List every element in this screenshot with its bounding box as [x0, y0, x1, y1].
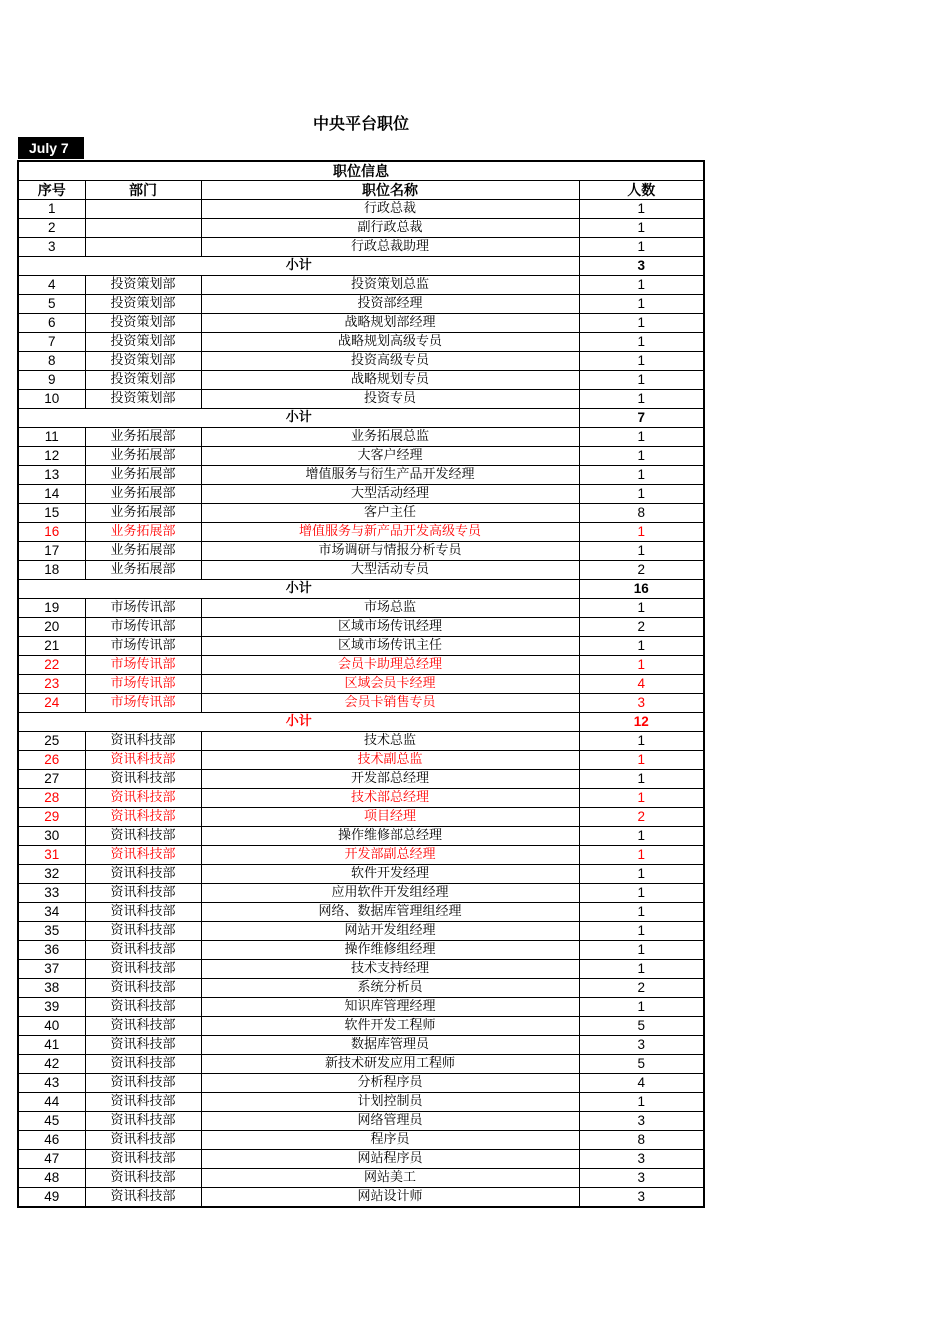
subtotal-label: 小计 — [18, 257, 579, 276]
row-number: 21 — [18, 637, 85, 656]
row-department: 业务拓展部 — [85, 447, 201, 466]
row-position-title: 技术总监 — [201, 732, 579, 751]
row-department: 资讯科技部 — [85, 941, 201, 960]
row-position-title: 网站开发组经理 — [201, 922, 579, 941]
row-number: 9 — [18, 371, 85, 390]
row-position-title: 程序员 — [201, 1131, 579, 1150]
subtotal-row — [18, 409, 704, 428]
row-headcount: 1 — [579, 466, 704, 485]
row-position-title: 开发部副总经理 — [201, 846, 579, 865]
row-headcount: 1 — [579, 789, 704, 808]
row-number: 49 — [18, 1188, 85, 1208]
row-number: 43 — [18, 1074, 85, 1093]
table-row — [18, 808, 704, 827]
row-headcount: 1 — [579, 333, 704, 352]
table-row — [18, 884, 704, 903]
row-department: 业务拓展部 — [85, 466, 201, 485]
row-department: 资讯科技部 — [85, 770, 201, 789]
row-position-title: 网络管理员 — [201, 1112, 579, 1131]
row-number: 40 — [18, 1017, 85, 1036]
row-headcount: 1 — [579, 865, 704, 884]
row-department: 资讯科技部 — [85, 827, 201, 846]
row-position-title: 知识库管理经理 — [201, 998, 579, 1017]
row-headcount: 2 — [579, 979, 704, 998]
row-headcount: 1 — [579, 922, 704, 941]
row-number: 30 — [18, 827, 85, 846]
row-headcount: 2 — [579, 618, 704, 637]
row-number: 38 — [18, 979, 85, 998]
column-header-count: 人数 — [579, 181, 704, 200]
table-row — [18, 732, 704, 751]
row-number: 15 — [18, 504, 85, 523]
row-number: 42 — [18, 1055, 85, 1074]
row-department: 资讯科技部 — [85, 789, 201, 808]
row-number: 2 — [18, 219, 85, 238]
row-department: 资讯科技部 — [85, 998, 201, 1017]
row-number: 10 — [18, 390, 85, 409]
table-row — [18, 656, 704, 675]
row-number: 28 — [18, 789, 85, 808]
row-number: 29 — [18, 808, 85, 827]
row-headcount: 1 — [579, 637, 704, 656]
row-position-title: 网站美工 — [201, 1169, 579, 1188]
table-row — [18, 694, 704, 713]
table-row — [18, 1188, 704, 1208]
row-position-title: 开发部总经理 — [201, 770, 579, 789]
row-headcount: 1 — [579, 390, 704, 409]
table-row — [18, 295, 704, 314]
row-headcount: 1 — [579, 941, 704, 960]
row-position-title: 副行政总裁 — [201, 219, 579, 238]
row-department: 市场传讯部 — [85, 675, 201, 694]
row-position-title: 新技术研发应用工程师 — [201, 1055, 579, 1074]
row-department: 资讯科技部 — [85, 1188, 201, 1208]
table-row — [18, 333, 704, 352]
row-department: 资讯科技部 — [85, 960, 201, 979]
table-row — [18, 371, 704, 390]
row-position-title: 区域市场传讯主任 — [201, 637, 579, 656]
row-position-title: 分析程序员 — [201, 1074, 579, 1093]
row-headcount: 1 — [579, 485, 704, 504]
group-header: 职位信息 — [18, 161, 704, 181]
row-headcount: 1 — [579, 371, 704, 390]
subtotal-label: 小计 — [18, 580, 579, 599]
row-department: 投资策划部 — [85, 390, 201, 409]
row-number: 20 — [18, 618, 85, 637]
row-department: 市场传讯部 — [85, 599, 201, 618]
table-row — [18, 542, 704, 561]
row-number: 22 — [18, 656, 85, 675]
table-row — [18, 352, 704, 371]
row-number: 44 — [18, 1093, 85, 1112]
table-row — [18, 390, 704, 409]
row-position-title: 战略规划部经理 — [201, 314, 579, 333]
row-department: 资讯科技部 — [85, 1150, 201, 1169]
row-position-title: 投资部经理 — [201, 295, 579, 314]
row-number: 13 — [18, 466, 85, 485]
row-department: 资讯科技部 — [85, 1169, 201, 1188]
row-department: 资讯科技部 — [85, 903, 201, 922]
table-row — [18, 523, 704, 542]
row-number: 7 — [18, 333, 85, 352]
row-position-title: 投资专员 — [201, 390, 579, 409]
row-department — [85, 219, 201, 238]
row-position-title: 投资高级专员 — [201, 352, 579, 371]
table-row — [18, 466, 704, 485]
row-number: 35 — [18, 922, 85, 941]
row-department: 投资策划部 — [85, 276, 201, 295]
row-position-title: 区域会员卡经理 — [201, 675, 579, 694]
row-department: 业务拓展部 — [85, 561, 201, 580]
row-headcount: 3 — [579, 1112, 704, 1131]
table-row — [18, 1169, 704, 1188]
table-row — [18, 504, 704, 523]
table-row — [18, 1150, 704, 1169]
row-number: 47 — [18, 1150, 85, 1169]
table-row — [18, 1036, 704, 1055]
table-row — [18, 998, 704, 1017]
column-header-dept: 部门 — [85, 181, 201, 200]
row-headcount: 1 — [579, 276, 704, 295]
row-headcount: 8 — [579, 504, 704, 523]
table-row — [18, 789, 704, 808]
table-row — [18, 675, 704, 694]
row-headcount: 1 — [579, 770, 704, 789]
column-header-title: 职位名称 — [201, 181, 579, 200]
row-headcount: 3 — [579, 1188, 704, 1208]
row-headcount: 1 — [579, 447, 704, 466]
row-department: 资讯科技部 — [85, 979, 201, 998]
row-headcount: 1 — [579, 827, 704, 846]
table-row — [18, 1074, 704, 1093]
table-body — [18, 200, 704, 1208]
row-headcount: 1 — [579, 751, 704, 770]
subtotal-label: 小计 — [18, 409, 579, 428]
page-title: 中央平台职位 — [312, 116, 409, 133]
row-number: 31 — [18, 846, 85, 865]
row-department: 资讯科技部 — [85, 922, 201, 941]
table-row — [18, 1055, 704, 1074]
row-number: 48 — [18, 1169, 85, 1188]
row-position-title: 区域市场传讯经理 — [201, 618, 579, 637]
row-headcount: 2 — [579, 561, 704, 580]
table-row — [18, 1112, 704, 1131]
row-number: 33 — [18, 884, 85, 903]
table-row — [18, 903, 704, 922]
subtotal-count: 12 — [579, 713, 704, 732]
row-headcount: 1 — [579, 903, 704, 922]
row-headcount: 1 — [579, 960, 704, 979]
subtotal-row — [18, 580, 704, 599]
row-number: 39 — [18, 998, 85, 1017]
row-position-title: 技术副总监 — [201, 751, 579, 770]
row-department: 资讯科技部 — [85, 751, 201, 770]
row-headcount: 1 — [579, 200, 704, 219]
row-position-title: 软件开发工程师 — [201, 1017, 579, 1036]
row-position-title: 投资策划总监 — [201, 276, 579, 295]
table-row — [18, 219, 704, 238]
row-department: 资讯科技部 — [85, 1112, 201, 1131]
row-headcount: 4 — [579, 1074, 704, 1093]
table-row — [18, 846, 704, 865]
table-row — [18, 485, 704, 504]
row-number: 3 — [18, 238, 85, 257]
row-number: 27 — [18, 770, 85, 789]
row-position-title: 操作维修组经理 — [201, 941, 579, 960]
row-department: 投资策划部 — [85, 371, 201, 390]
row-department: 投资策划部 — [85, 352, 201, 371]
row-headcount: 1 — [579, 219, 704, 238]
table-row — [18, 1131, 704, 1150]
row-position-title: 增值服务与新产品开发高级专员 — [201, 523, 579, 542]
table-row — [18, 618, 704, 637]
row-position-title: 大型活动经理 — [201, 485, 579, 504]
row-number: 26 — [18, 751, 85, 770]
row-position-title: 大客户经理 — [201, 447, 579, 466]
table-row — [18, 941, 704, 960]
row-number: 17 — [18, 542, 85, 561]
row-headcount: 1 — [579, 542, 704, 561]
subtotal-label: 小计 — [18, 713, 579, 732]
row-position-title: 战略规划专员 — [201, 371, 579, 390]
row-position-title: 应用软件开发组经理 — [201, 884, 579, 903]
row-position-title: 数据库管理员 — [201, 1036, 579, 1055]
row-number: 11 — [18, 428, 85, 447]
positions-table — [17, 160, 705, 1208]
row-department: 资讯科技部 — [85, 1036, 201, 1055]
row-position-title: 网站设计师 — [201, 1188, 579, 1208]
row-headcount: 2 — [579, 808, 704, 827]
row-department: 投资策划部 — [85, 314, 201, 333]
table-row — [18, 1017, 704, 1036]
row-department: 市场传讯部 — [85, 694, 201, 713]
row-headcount: 1 — [579, 599, 704, 618]
table-row — [18, 827, 704, 846]
subtotal-count: 3 — [579, 257, 704, 276]
row-number: 19 — [18, 599, 85, 618]
row-headcount: 1 — [579, 656, 704, 675]
row-department: 资讯科技部 — [85, 1074, 201, 1093]
row-number: 36 — [18, 941, 85, 960]
row-position-title: 软件开发经理 — [201, 865, 579, 884]
table-row — [18, 770, 704, 789]
row-department: 业务拓展部 — [85, 485, 201, 504]
row-department: 资讯科技部 — [85, 846, 201, 865]
table-row — [18, 979, 704, 998]
row-headcount: 3 — [579, 1036, 704, 1055]
row-number: 32 — [18, 865, 85, 884]
subtotal-row — [18, 713, 704, 732]
row-department: 业务拓展部 — [85, 504, 201, 523]
row-department: 资讯科技部 — [85, 884, 201, 903]
group-header-row — [18, 161, 704, 181]
row-headcount: 1 — [579, 732, 704, 751]
row-department: 投资策划部 — [85, 295, 201, 314]
row-headcount: 5 — [579, 1017, 704, 1036]
row-position-title: 网络、数据库管理组经理 — [201, 903, 579, 922]
row-department: 市场传讯部 — [85, 618, 201, 637]
row-position-title: 市场调研与情报分析专员 — [201, 542, 579, 561]
row-headcount: 1 — [579, 998, 704, 1017]
row-position-title: 行政总裁 — [201, 200, 579, 219]
table-row — [18, 314, 704, 333]
table-row — [18, 238, 704, 257]
row-position-title: 系统分析员 — [201, 979, 579, 998]
row-position-title: 技术支持经理 — [201, 960, 579, 979]
row-number: 45 — [18, 1112, 85, 1131]
row-department: 资讯科技部 — [85, 1093, 201, 1112]
table-row — [18, 428, 704, 447]
row-position-title: 市场总监 — [201, 599, 579, 618]
subtotal-row — [18, 257, 704, 276]
table-row — [18, 276, 704, 295]
row-number: 5 — [18, 295, 85, 314]
row-position-title: 操作维修部总经理 — [201, 827, 579, 846]
row-headcount: 1 — [579, 352, 704, 371]
row-headcount: 1 — [579, 1093, 704, 1112]
row-position-title: 会员卡助理总经理 — [201, 656, 579, 675]
table-row — [18, 447, 704, 466]
table-row — [18, 751, 704, 770]
row-department: 业务拓展部 — [85, 523, 201, 542]
row-department: 资讯科技部 — [85, 1017, 201, 1036]
row-department: 市场传讯部 — [85, 637, 201, 656]
row-headcount: 3 — [579, 1150, 704, 1169]
row-number: 8 — [18, 352, 85, 371]
row-headcount: 1 — [579, 238, 704, 257]
row-number: 46 — [18, 1131, 85, 1150]
row-number: 25 — [18, 732, 85, 751]
row-department: 资讯科技部 — [85, 865, 201, 884]
row-position-title: 增值服务与衍生产品开发经理 — [201, 466, 579, 485]
table-row — [18, 599, 704, 618]
table-row — [18, 200, 704, 219]
row-headcount: 1 — [579, 295, 704, 314]
row-position-title: 行政总裁助理 — [201, 238, 579, 257]
row-position-title: 计划控制员 — [201, 1093, 579, 1112]
row-headcount: 1 — [579, 428, 704, 447]
subtotal-count: 7 — [579, 409, 704, 428]
table-row — [18, 1093, 704, 1112]
table-row — [18, 561, 704, 580]
table-row — [18, 960, 704, 979]
table-row — [18, 865, 704, 884]
row-department: 市场传讯部 — [85, 656, 201, 675]
row-position-title: 大型活动专员 — [201, 561, 579, 580]
row-headcount: 3 — [579, 1169, 704, 1188]
row-position-title: 业务拓展总监 — [201, 428, 579, 447]
table-row — [18, 637, 704, 656]
column-header-no: 序号 — [18, 181, 85, 200]
row-position-title: 网站程序员 — [201, 1150, 579, 1169]
column-header-row — [18, 181, 704, 200]
row-department — [85, 200, 201, 219]
row-headcount: 3 — [579, 694, 704, 713]
date-label: July 7 — [18, 137, 84, 159]
row-position-title: 会员卡销售专员 — [201, 694, 579, 713]
table-row — [18, 922, 704, 941]
row-headcount: 5 — [579, 1055, 704, 1074]
row-number: 4 — [18, 276, 85, 295]
row-number: 37 — [18, 960, 85, 979]
subtotal-count: 16 — [579, 580, 704, 599]
row-position-title: 战略规划高级专员 — [201, 333, 579, 352]
row-department — [85, 238, 201, 257]
row-department: 业务拓展部 — [85, 428, 201, 447]
row-department: 资讯科技部 — [85, 808, 201, 827]
row-department: 投资策划部 — [85, 333, 201, 352]
row-headcount: 8 — [579, 1131, 704, 1150]
row-headcount: 1 — [579, 884, 704, 903]
row-number: 18 — [18, 561, 85, 580]
row-number: 6 — [18, 314, 85, 333]
row-department: 资讯科技部 — [85, 1131, 201, 1150]
row-headcount: 1 — [579, 846, 704, 865]
row-headcount: 1 — [579, 314, 704, 333]
row-number: 41 — [18, 1036, 85, 1055]
row-number: 14 — [18, 485, 85, 504]
row-headcount: 1 — [579, 523, 704, 542]
row-number: 34 — [18, 903, 85, 922]
row-number: 12 — [18, 447, 85, 466]
row-department: 业务拓展部 — [85, 542, 201, 561]
row-department: 资讯科技部 — [85, 732, 201, 751]
row-number: 24 — [18, 694, 85, 713]
row-position-title: 客户主任 — [201, 504, 579, 523]
row-headcount: 4 — [579, 675, 704, 694]
row-position-title: 项目经理 — [201, 808, 579, 827]
row-number: 1 — [18, 200, 85, 219]
row-number: 16 — [18, 523, 85, 542]
row-position-title: 技术部总经理 — [201, 789, 579, 808]
row-number: 23 — [18, 675, 85, 694]
row-department: 资讯科技部 — [85, 1055, 201, 1074]
